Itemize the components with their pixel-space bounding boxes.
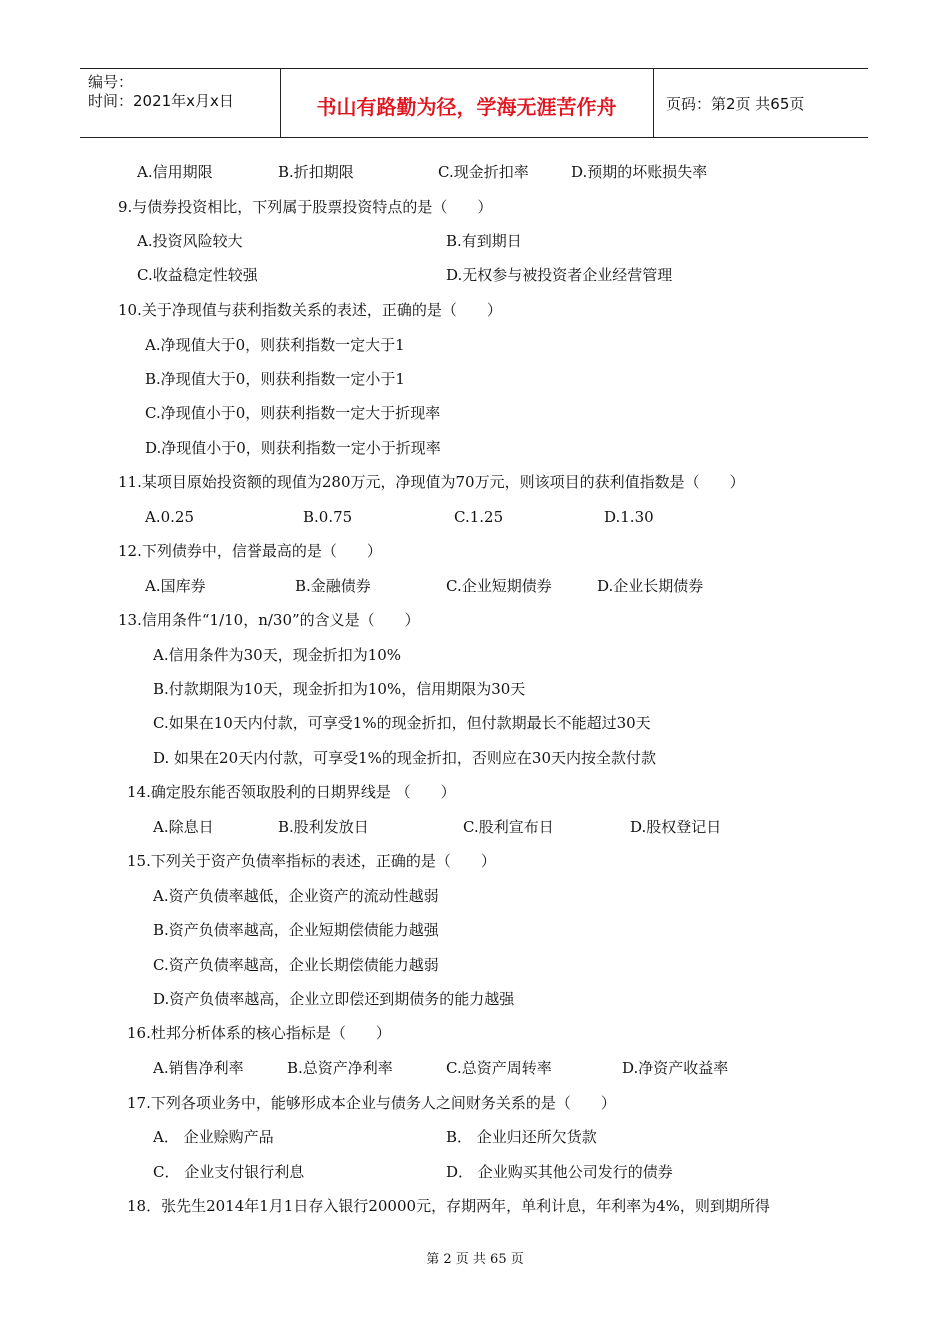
option: D.股权登记日 — [630, 818, 722, 836]
question: 10.关于净现值与获利指数关系的表述，正确的是（ ） — [118, 301, 502, 319]
document-header — [80, 68, 868, 138]
option: B.折扣期限 — [278, 163, 354, 181]
option: B.股利发放日 — [278, 818, 369, 836]
option: C.总资产周转率 — [446, 1059, 552, 1077]
option: B.有到期日 — [446, 232, 522, 250]
option: C.净现值小于0，则获利指数一定大于折现率 — [145, 404, 441, 422]
option: A.0.25 — [145, 508, 194, 526]
page-footer: 第 2 页 共 65 页 — [426, 1252, 524, 1267]
question: 18．张先生2014年1月1日存入银行20000元，存期两年，单利计息，年利率为4%，则到期所得 — [127, 1197, 770, 1215]
option: D.资产负债率越高，企业立即偿还到期债务的能力越强 — [153, 990, 515, 1008]
option: B． 企业归还所欠货款 — [446, 1128, 597, 1146]
option: B.付款期限为10天，现金折扣为10%，信用期限为30天 — [153, 680, 526, 698]
option: B.0.75 — [303, 508, 353, 526]
option: A.净现值大于0，则获利指数一定大于1 — [145, 336, 405, 354]
question: 9.与债券投资相比，下列属于股票投资特点的是（ ） — [118, 198, 493, 216]
number-label: 编号： — [88, 73, 134, 91]
option: A． 企业赊购产品 — [153, 1128, 274, 1146]
option: D.1.30 — [604, 508, 654, 526]
option: B.净现值大于0，则获利指数一定小于1 — [145, 370, 405, 388]
option: B.总资产净利率 — [287, 1059, 393, 1077]
header-motto: 书山有路勤为径，学海无涯苦作舟 — [316, 95, 617, 119]
option: C.1.25 — [454, 508, 504, 526]
option: C． 企业支付银行利息 — [153, 1163, 305, 1181]
option: D.净资产收益率 — [622, 1059, 729, 1077]
option: C.股利宣布日 — [463, 818, 554, 836]
header-divider — [653, 69, 654, 137]
option: D． 企业购买其他公司发行的债券 — [446, 1163, 673, 1181]
option: D. 如果在20天内付款，可享受1%的现金折扣，否则应在30天内按全款付款 — [153, 749, 657, 767]
option: B.金融债券 — [295, 577, 371, 595]
option: C.收益稳定性较强 — [137, 266, 258, 284]
option: A.国库券 — [145, 577, 206, 595]
question: 16.杜邦分析体系的核心指标是（ ） — [127, 1024, 391, 1042]
option: C.企业短期债券 — [446, 577, 552, 595]
question: 12.下列债券中，信誉最高的是（ ） — [118, 542, 382, 560]
option: D.企业长期债券 — [597, 577, 704, 595]
option: C.现金折扣率 — [438, 163, 529, 181]
option: A.除息日 — [153, 818, 214, 836]
option: B.资产负债率越高，企业短期偿债能力越强 — [153, 921, 439, 939]
question: 14.确定股东能否领取股利的日期界线是 （ ） — [127, 783, 456, 801]
option: A.投资风险较大 — [137, 232, 243, 250]
option: D.无权参与被投资者企业经营管理 — [446, 266, 673, 284]
option: C.资产负债率越高，企业长期偿债能力越弱 — [153, 956, 439, 974]
question: 13.信用条件“1/10，n/30”的含义是（ ） — [118, 611, 420, 629]
option: A.销售净利率 — [153, 1059, 244, 1077]
header-page-label: 页码：第2页 共65页 — [666, 95, 805, 113]
option: A.信用条件为30天，现金折扣为10% — [153, 646, 402, 664]
option: D.预期的坏账损失率 — [571, 163, 708, 181]
option: A.资产负债率越低，企业资产的流动性越弱 — [153, 887, 439, 905]
option: C.如果在10天内付款，可享受1%的现金折扣，但付款期最长不能超过30天 — [153, 714, 651, 732]
question: 15.下列关于资产负债率指标的表述，正确的是（ ） — [127, 852, 496, 870]
option: A.信用期限 — [137, 163, 213, 181]
time-label: 时间：2021年x月x日 — [88, 92, 234, 110]
option: D.净现值小于0，则获利指数一定小于折现率 — [145, 439, 441, 457]
question: 17.下列各项业务中，能够形成本企业与债务人之间财务关系的是（ ） — [127, 1094, 616, 1112]
question: 11.某项目原始投资额的现值为280万元，净现值为70万元，则该项目的获利值指数是（ ） — [118, 473, 745, 491]
header-meta — [88, 73, 234, 111]
